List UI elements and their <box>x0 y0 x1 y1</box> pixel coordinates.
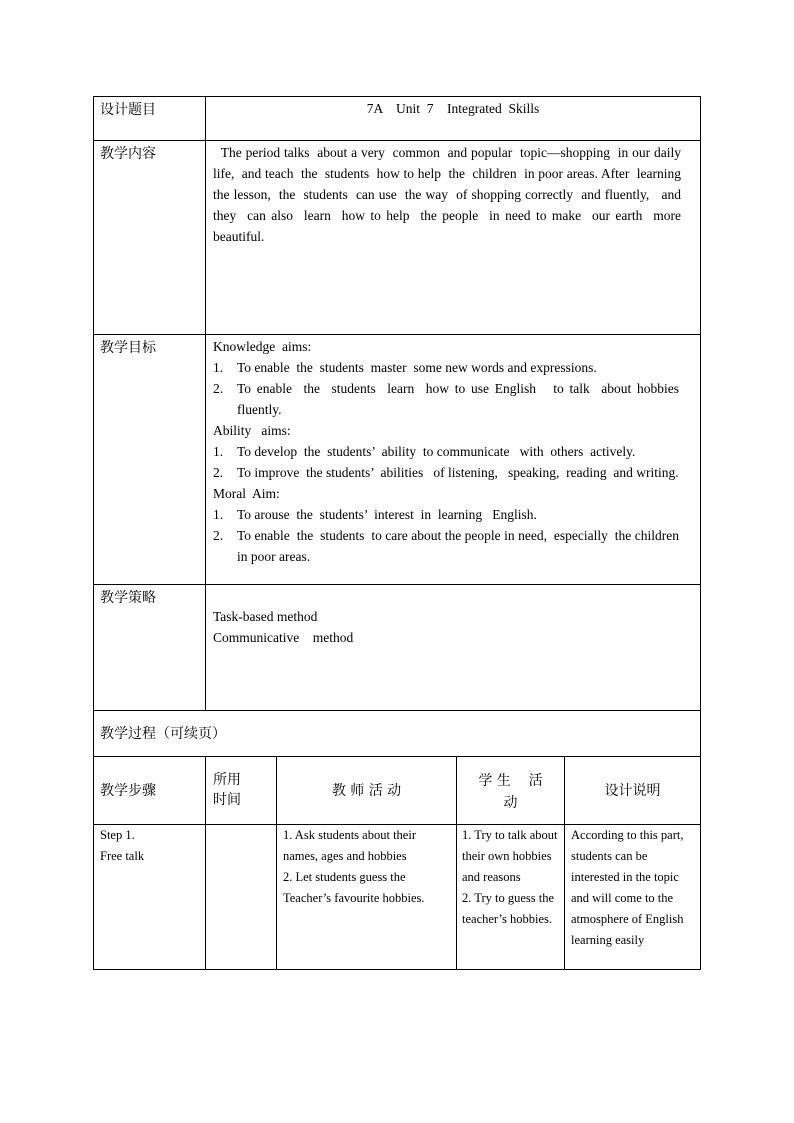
item-text: To enable the students learn how to use English to talk about hobbies fluently. <box>237 381 683 417</box>
item-number: 1. <box>213 444 224 459</box>
strategy-item: Task-based method <box>213 609 318 624</box>
item-text: To develop the students’ ability to communicate with others actively. <box>237 444 636 459</box>
header-time: 所用 时间 <box>213 772 241 808</box>
strategy-item: Communicative method <box>213 630 354 645</box>
student-activity-cell: 1. Try to talk about their own hobbies and reasons 2. Try to guess the teacher’s hobbies. <box>462 828 558 926</box>
objectives-block <box>213 336 686 567</box>
item-number: 1. <box>213 360 224 375</box>
teacher-activity-cell: 1. Ask students about their names, ages and hobbies 2. Let students guess the Teacher’s favourite hobbies. <box>283 828 425 905</box>
header-step: 教学步骤 <box>100 783 156 799</box>
knowledge-aim-item <box>213 378 683 420</box>
item-number: 2. <box>213 381 224 396</box>
item-text: To enable the students master some new words and expressions. <box>237 360 597 375</box>
moral-aim-title: Moral Aim: <box>213 486 280 501</box>
ability-aim-item <box>213 441 679 462</box>
item-text: To improve the students’ abilities of listening, speaking, reading and writing. <box>237 465 679 480</box>
header-student-activity: 学 生 活 动 <box>478 773 543 811</box>
label-teaching-objectives: 教学目标 <box>100 340 156 356</box>
label-teaching-content: 教学内容 <box>100 146 156 162</box>
label-design-title: 设计题目 <box>100 102 156 118</box>
item-number: 1. <box>213 507 224 522</box>
item-text: To enable the students to care about the people in need, especially the children in poor areas. <box>237 528 686 564</box>
process-title: 教学过程（可续页） <box>100 726 226 742</box>
design-notes-cell: According to this part, students can be interested in the topic and will come to the atmosphere of English learning easily <box>571 828 684 947</box>
lesson-title: 7A Unit 7 Integrated Skills <box>366 101 540 116</box>
item-number: 2. <box>213 528 224 543</box>
moral-aim-item <box>213 525 686 567</box>
ability-aim-item <box>213 462 679 483</box>
item-number: 2. <box>213 465 224 480</box>
header-teacher-activity: 教 师 活 动 <box>331 783 402 799</box>
moral-aim-item <box>213 504 679 525</box>
strategies-block <box>213 606 679 648</box>
label-teaching-strategies: 教学策略 <box>100 590 156 606</box>
header-design-notes: 设计说明 <box>604 783 661 799</box>
knowledge-aims-title: Knowledge aims: <box>213 339 312 354</box>
item-text: To arouse the students’ interest in learning English. <box>237 507 537 522</box>
ability-aims-title: Ability aims: <box>213 423 291 438</box>
teaching-content-text: The period talks about a very common and popular topic—shopping in our daily life, and teach the students how to help the children in poor areas. After learning the lesson, the students can use the way of shopping correctly and fluently, and they can also learn how to help the people in need to make our earth more beautiful. <box>213 145 692 244</box>
step-cell: Step 1. Free talk <box>100 828 145 863</box>
knowledge-aim-item <box>213 357 679 378</box>
